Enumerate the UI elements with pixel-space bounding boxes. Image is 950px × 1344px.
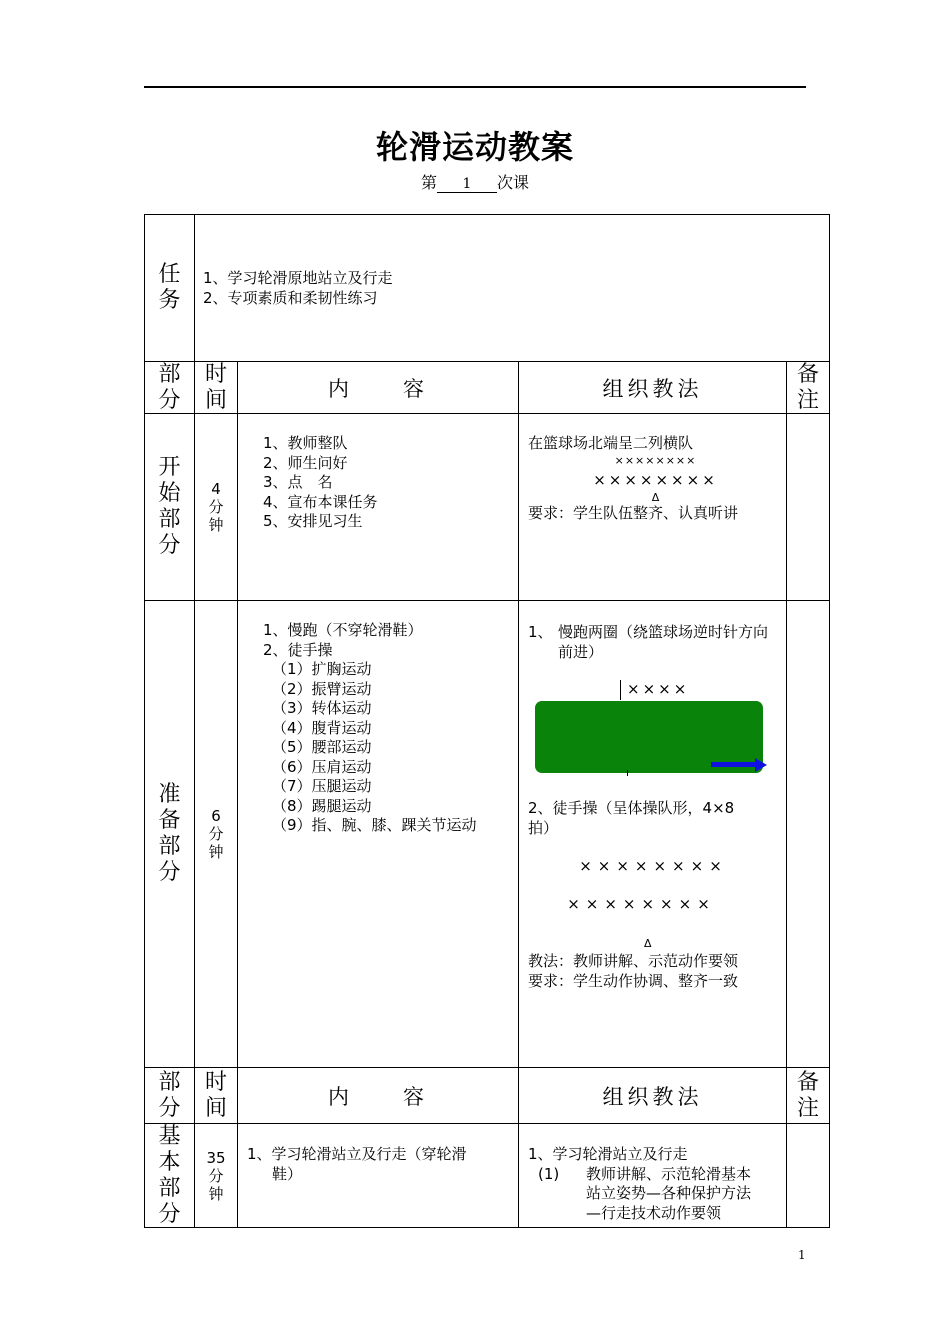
header-char: 部 xyxy=(158,1069,181,1095)
header-remark xyxy=(786,1067,830,1124)
section-char: 准 xyxy=(158,782,181,807)
content-subitem: （6）压肩运动 xyxy=(272,757,372,776)
method-text: 拍） xyxy=(528,818,559,837)
content-subitem: （1）扩胸运动 xyxy=(272,660,372,678)
header-char: 分 xyxy=(158,387,181,413)
lesson-prefix: 第 xyxy=(420,173,437,192)
lesson-number-line xyxy=(0,170,950,193)
field-formation: ×××× xyxy=(627,680,690,698)
section-char: 开 xyxy=(158,455,181,480)
time-char: 6 xyxy=(211,807,221,825)
header-char: 注 xyxy=(796,1095,819,1121)
content-subitem: （4）腹背运动 xyxy=(272,718,372,737)
task-item: 2、专项素质和柔韧性练习 xyxy=(203,288,378,307)
arrowhead-icon xyxy=(755,758,767,772)
task-label-char: 务 xyxy=(158,288,181,313)
section-char: 分 xyxy=(158,533,181,558)
method-text: 在篮球场北端呈二列横队 xyxy=(528,434,694,452)
content-item: 鞋） xyxy=(272,1164,303,1183)
task-content xyxy=(194,214,830,362)
formation-row: ×××××××× xyxy=(579,857,728,875)
start-section-label xyxy=(144,413,195,601)
start-content xyxy=(237,413,519,601)
time-char: 分 xyxy=(208,498,224,516)
content-subitem: （8）踢腿运动 xyxy=(272,796,372,815)
header-section xyxy=(144,1067,195,1124)
time-char: 钟 xyxy=(208,516,224,534)
method-num: (1) xyxy=(538,1164,560,1183)
task-item: 1、学习轮滑原地站立及行走 xyxy=(203,269,393,287)
header-char: 间 xyxy=(204,1095,227,1121)
content-subitem: （7）压腿运动 xyxy=(272,777,372,795)
content-item: 4、宣布本课任务 xyxy=(263,492,378,511)
header-char: 时 xyxy=(204,1069,227,1095)
page-title: 轮滑运动教案 xyxy=(375,128,574,166)
method-text: 2、徒手操（呈体操队形，4×8 xyxy=(528,799,735,817)
formation-row: ×××××××× xyxy=(567,895,716,913)
lesson-suffix: 次课 xyxy=(497,173,530,192)
section-char: 备 xyxy=(158,808,181,833)
content-subitem: （5）腰部运动 xyxy=(272,738,372,756)
header-time xyxy=(194,1067,238,1124)
basic-remark xyxy=(786,1123,830,1228)
header-char: 时 xyxy=(204,361,227,387)
basic-time xyxy=(194,1123,238,1228)
field-marker xyxy=(620,680,621,700)
prep-remark xyxy=(786,600,830,1068)
start-remark xyxy=(786,413,830,601)
header-rule xyxy=(144,86,806,88)
lesson-number: 1 xyxy=(437,176,497,193)
prep-time xyxy=(194,600,238,1068)
header-char: 部 xyxy=(158,361,181,387)
basic-content xyxy=(237,1123,519,1228)
header-content: 内 容 xyxy=(237,361,519,414)
requirement-text: 要求：学生动作协调、整齐一致 xyxy=(528,971,739,990)
start-time xyxy=(194,413,238,601)
method-text: 1、学习轮滑站立及行走 xyxy=(528,1145,688,1163)
start-method xyxy=(518,413,787,601)
header-time xyxy=(194,361,238,414)
method-text: —行走技术动作要领 xyxy=(586,1203,722,1222)
section-char: 基 xyxy=(158,1123,181,1149)
header-remark xyxy=(786,361,830,414)
basic-section-label xyxy=(144,1123,195,1228)
method-text: 慢跑两圈（绕篮球场逆时针方向前进） xyxy=(558,623,769,661)
content-item: 1、学习轮滑站立及行走（穿轮滑 xyxy=(247,1145,467,1163)
teacher-position: Δ xyxy=(644,937,652,950)
section-char: 本 xyxy=(158,1149,181,1175)
content-item: 2、徒手操 xyxy=(263,640,333,659)
header-char: 分 xyxy=(158,1095,181,1121)
section-char: 分 xyxy=(158,860,181,885)
section-char: 部 xyxy=(158,834,181,859)
method-text: 站立姿势—各种保护方法 xyxy=(586,1184,752,1202)
prep-content xyxy=(237,600,519,1068)
time-char: 钟 xyxy=(208,843,224,861)
formation-row: ×××××××× xyxy=(614,453,697,467)
page-number: 1 xyxy=(798,1248,806,1262)
content-subitem: （3）转体运动 xyxy=(272,699,372,717)
time-char: 分 xyxy=(208,825,224,843)
header-method: 组织教法 xyxy=(518,1067,787,1124)
formation-row: ×××××××× xyxy=(593,470,718,489)
content-item: 2、师生问好 xyxy=(263,453,348,472)
teaching-text: 教法：教师讲解、示范动作要领 xyxy=(528,952,739,970)
content-item: 1、慢跑（不穿轮滑鞋） xyxy=(263,621,423,639)
content-item: 5、安排见习生 xyxy=(263,512,363,530)
section-char: 分 xyxy=(158,1201,181,1227)
method-num: 1、 xyxy=(528,623,553,641)
time-char: 分 xyxy=(208,1166,224,1185)
header-char: 备 xyxy=(796,361,819,387)
content-item: 3、点 名 xyxy=(263,473,333,491)
content-item: 1、教师整队 xyxy=(263,434,348,452)
prep-method xyxy=(518,600,787,1068)
header-char: 间 xyxy=(204,387,227,413)
time-char: 35 xyxy=(206,1148,226,1167)
section-char: 部 xyxy=(158,1175,181,1201)
teacher-position: Δ xyxy=(651,490,660,504)
header-char: 注 xyxy=(796,387,819,413)
task-label-char: 任 xyxy=(158,262,181,287)
field-marker xyxy=(627,770,628,776)
direction-arrow-icon xyxy=(711,762,757,767)
content-subitem: （2）振臂运动 xyxy=(272,679,372,698)
header-content: 内 容 xyxy=(237,1067,519,1124)
header-char: 备 xyxy=(796,1069,819,1095)
header-method: 组织教法 xyxy=(518,361,787,414)
section-char: 始 xyxy=(158,481,181,506)
time-char: 4 xyxy=(211,480,221,498)
basic-method xyxy=(518,1123,787,1228)
prep-section-label xyxy=(144,600,195,1068)
method-text: 教师讲解、示范轮滑基本 xyxy=(586,1164,752,1183)
task-label xyxy=(144,214,195,362)
section-char: 部 xyxy=(158,507,181,532)
header-section xyxy=(144,361,195,414)
time-char: 钟 xyxy=(208,1184,224,1203)
requirement-text: 要求：学生队伍整齐、认真听讲 xyxy=(528,503,739,522)
content-subitem: （9）指、腕、膝、踝关节运动 xyxy=(272,816,477,834)
